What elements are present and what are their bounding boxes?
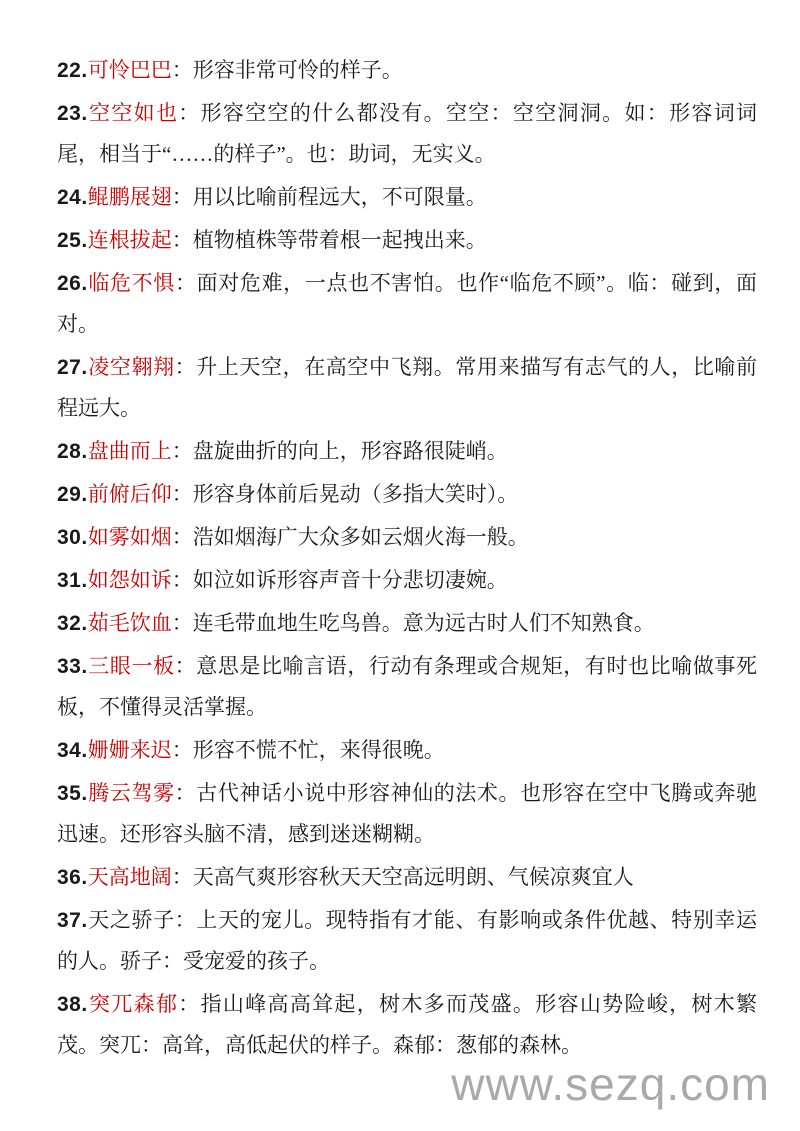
- entry-definition: 连毛带血地生吃鸟兽。意为远古时人们不知熟食。: [192, 611, 655, 635]
- entry-definition: 升上天空，在高空中飞翔。常用来描写有志气的人，比喻前程远大。: [57, 355, 758, 420]
- entry-number: 31.: [57, 569, 88, 592]
- entry-separator: ：: [178, 101, 201, 125]
- entry-term: 天高地阔: [87, 865, 172, 889]
- entry-term: 姗姗来迟: [87, 738, 172, 762]
- entry-separator: ：: [171, 611, 193, 635]
- glossary-entry: [57, 177, 757, 218]
- glossary-entry: [57, 560, 757, 601]
- entry-separator: ：: [174, 271, 197, 295]
- entry-separator: ：: [174, 355, 197, 379]
- entry-term: 前俯后仰: [87, 482, 172, 506]
- entry-separator: ：: [171, 738, 193, 762]
- glossary-entry: [57, 984, 757, 1066]
- entry-definition: 用以比喻前程远大，不可限量。: [192, 185, 487, 209]
- entry-number: 35.: [57, 782, 88, 805]
- glossary-entry: [57, 347, 757, 429]
- entry-term: 如雾如烟: [87, 525, 172, 549]
- entry-definition: 形容非常可怜的样子。: [192, 58, 403, 82]
- entry-term: 连根拔起: [87, 228, 172, 252]
- entry-term: 盘曲而上: [87, 439, 172, 463]
- glossary-entry: [57, 730, 757, 771]
- entry-number: 27.: [57, 356, 88, 379]
- entry-term: 三眼一板: [87, 654, 175, 678]
- entry-separator: ：: [174, 781, 197, 805]
- glossary-entry: [57, 220, 757, 261]
- entry-number: 36.: [57, 866, 88, 889]
- entry-number: 24.: [57, 186, 88, 209]
- entry-term: 如怨如诉: [87, 568, 172, 592]
- entry-separator: ：: [171, 185, 193, 209]
- entry-number: 28.: [57, 440, 88, 463]
- glossary-entry: [57, 50, 757, 91]
- glossary-entry: [57, 773, 757, 855]
- entry-term: 天之骄子: [87, 908, 175, 932]
- entry-number: 29.: [57, 483, 88, 506]
- entry-term: 临危不惧: [87, 271, 175, 295]
- glossary-entry: [57, 93, 757, 175]
- entry-term: 茹毛饮血: [87, 611, 172, 635]
- entry-separator: ：: [178, 992, 201, 1016]
- glossary-entry: [57, 431, 757, 472]
- entry-definition: 天高气爽形容秋天天空高远明朗、气候凉爽宜人: [192, 865, 634, 889]
- glossary-entry: [57, 474, 757, 515]
- entry-term: 鲲鹏展翅: [87, 185, 172, 209]
- entry-term: 可怜巴巴: [87, 58, 172, 82]
- entry-number: 34.: [57, 739, 88, 762]
- entry-definition: 盘旋曲折的向上，形容路很陡峭。: [192, 439, 508, 463]
- glossary-entry: [57, 603, 757, 644]
- entry-separator: ：: [171, 58, 193, 82]
- entry-definition: 植物植株等带着根一起拽出来。: [192, 228, 487, 252]
- entry-term: 突兀森郁: [87, 992, 179, 1016]
- entry-definition: 形容空空的什么都没有。空空：空空洞洞。如：形容词词尾，相当于“……的样子”。也：助词，无实义。: [57, 101, 758, 166]
- entry-separator: ：: [171, 525, 193, 549]
- entry-number: 37.: [57, 909, 88, 932]
- entry-number: 22.: [57, 59, 88, 82]
- entry-number: 26.: [57, 272, 88, 295]
- entry-definition: 上天的宠儿。现特指有才能、有影响或条件优越、特别幸运的人。骄子：受宠爱的孩子。: [57, 908, 758, 973]
- watermark: www.sezq.com: [451, 1058, 770, 1110]
- entry-term: 腾云驾雾: [87, 781, 175, 805]
- entry-separator: ：: [171, 482, 193, 506]
- glossary-entry: [57, 857, 757, 898]
- entry-definition: 古代神话小说中形容神仙的法术。也形容在空中飞腾或奔驰迅速。还形容头脑不清，感到迷迷糊糊。: [57, 781, 758, 846]
- entry-separator: ：: [171, 568, 193, 592]
- entry-separator: ：: [171, 439, 193, 463]
- entry-number: 33.: [57, 655, 88, 678]
- glossary-list: [57, 50, 757, 1068]
- glossary-entry: [57, 646, 757, 728]
- entry-separator: ：: [171, 228, 193, 252]
- glossary-entry: [57, 517, 757, 558]
- glossary-entry: [57, 900, 757, 982]
- entry-definition: 指山峰高高耸起，树木多而茂盛。形容山势险峻，树木繁茂。突兀：高耸，高低起伏的样子。森郁：葱郁的森林。: [57, 992, 758, 1057]
- entry-number: 32.: [57, 612, 88, 635]
- entry-number: 38.: [57, 993, 88, 1016]
- entry-definition: 意思是比喻言语，行动有条理或合规矩，有时也比喻做事死板，不懂得灵活掌握。: [57, 654, 758, 719]
- entry-number: 30.: [57, 526, 88, 549]
- entry-definition: 如泣如诉形容声音十分悲切凄婉。: [192, 568, 508, 592]
- entry-number: 25.: [57, 229, 88, 252]
- entry-number: 23.: [57, 102, 88, 125]
- entry-definition: 浩如烟海广大众多如云烟火海一般。: [192, 525, 529, 549]
- entry-separator: ：: [174, 908, 197, 932]
- entry-term: 凌空翱翔: [87, 355, 175, 379]
- entry-separator: ：: [171, 865, 193, 889]
- entry-term: 空空如也: [87, 101, 179, 125]
- entry-separator: ：: [174, 654, 197, 678]
- glossary-entry: [57, 263, 757, 345]
- entry-definition: 形容不慌不忙，来得很晚。: [192, 738, 445, 762]
- entry-definition: 面对危难，一点也不害怕。也作“临危不顾”。临：碰到，面对。: [57, 271, 758, 336]
- entry-definition: 形容身体前后晃动（多指大笑时）。: [192, 482, 519, 506]
